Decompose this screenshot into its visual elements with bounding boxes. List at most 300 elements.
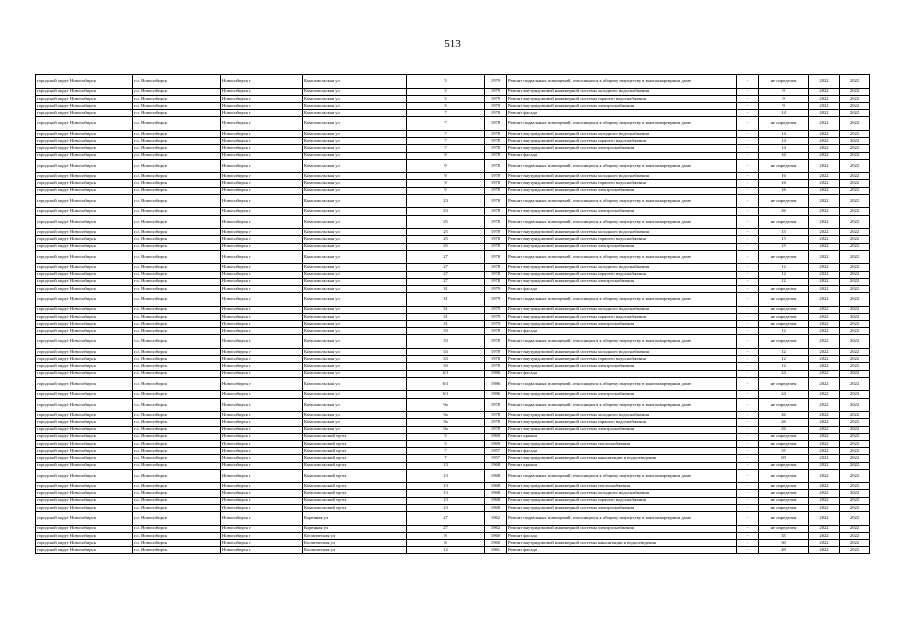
cell-municipality: городской округ Новосибирск xyxy=(36,469,133,483)
cell-year: 1968 xyxy=(485,469,507,483)
cell-start-year: 2022 xyxy=(809,285,840,292)
table-row xyxy=(36,159,870,173)
cell-dash: - xyxy=(737,313,759,320)
cell-street: Комсомольская ул xyxy=(303,412,407,419)
cell-start-year: 2022 xyxy=(809,419,840,426)
table-row xyxy=(36,194,870,208)
table-row xyxy=(36,363,870,370)
cell-street: Комсомольская ул xyxy=(303,110,407,117)
cell-municipality: городской округ Новосибирск xyxy=(36,187,133,194)
cell-start-year: 2022 xyxy=(809,412,840,419)
cell-house: 13 xyxy=(407,483,485,490)
cell-start-year: 2022 xyxy=(809,110,840,117)
cell-deadline: 14 xyxy=(759,130,809,137)
cell-end-year: 2022 xyxy=(840,271,870,278)
cell-year: 1978 xyxy=(485,419,507,426)
cell-work-type: Ремонт внутридомовой инженерной системы электроснабжения xyxy=(507,426,737,433)
cell-dash: - xyxy=(737,75,759,89)
cell-municipality: городской округ Новосибирск xyxy=(36,117,133,131)
table-row xyxy=(36,285,870,292)
table-row xyxy=(36,504,870,511)
cell-work-type: Ремонт фасада xyxy=(507,547,737,554)
cell-municipality: городской округ Новосибирск xyxy=(36,173,133,180)
cell-house: 31 xyxy=(407,321,485,328)
cell-dash: - xyxy=(737,236,759,243)
cell-deadline: не определен xyxy=(759,194,809,208)
table-row xyxy=(36,229,870,236)
cell-municipality: городской округ Новосибирск xyxy=(36,391,133,398)
cell-district: г.о. Новосибирск xyxy=(133,250,221,264)
cell-district: г.о. Новосибирск xyxy=(133,412,221,419)
cell-end-year: 2022 xyxy=(840,419,870,426)
cell-street: Комсомольская ул xyxy=(303,145,407,152)
cell-street: Комсомольская ул xyxy=(303,398,407,412)
cell-work-type: Ремонт фасада xyxy=(507,532,737,539)
cell-start-year: 2022 xyxy=(809,102,840,109)
cell-locality: Новосибирск г xyxy=(221,532,303,539)
cell-end-year: 2022 xyxy=(840,391,870,398)
cell-year: 1979 xyxy=(485,95,507,102)
cell-work-type: Ремонт крыши xyxy=(507,433,737,440)
cell-locality: Новосибирск г xyxy=(221,173,303,180)
cell-end-year: 2022 xyxy=(840,370,870,377)
cell-dash: - xyxy=(737,391,759,398)
cell-municipality: городской округ Новосибирск xyxy=(36,497,133,504)
cell-locality: Новосибирск г xyxy=(221,145,303,152)
cell-work-type: Ремонт крыши xyxy=(507,462,737,469)
cell-locality: Новосибирск г xyxy=(221,525,303,532)
cell-dash: - xyxy=(737,497,759,504)
cell-end-year: 2022 xyxy=(840,483,870,490)
cell-municipality: городской округ Новосибирск xyxy=(36,236,133,243)
cell-street: Комсомольская ул xyxy=(303,130,407,137)
cell-locality: Новосибирск г xyxy=(221,504,303,511)
cell-work-type: Ремонт внутридомовой инженерной системы электроснабжения xyxy=(507,321,737,328)
cell-work-type: Ремонт фасада xyxy=(507,110,737,117)
cell-district: г.о. Новосибирск xyxy=(133,152,221,159)
cell-end-year: 2022 xyxy=(840,321,870,328)
table-row xyxy=(36,440,870,447)
cell-street: Комсомольская ул xyxy=(303,321,407,328)
cell-end-year: 2022 xyxy=(840,75,870,89)
cell-district: г.о. Новосибирск xyxy=(133,547,221,554)
cell-deadline: не определен xyxy=(759,75,809,89)
cell-dash: - xyxy=(737,194,759,208)
cell-year: 1978 xyxy=(485,145,507,152)
cell-municipality: городской округ Новосибирск xyxy=(36,159,133,173)
table-row xyxy=(36,152,870,159)
table-row xyxy=(36,130,870,137)
cell-district: г.о. Новосибирск xyxy=(133,426,221,433)
cell-municipality: городской округ Новосибирск xyxy=(36,504,133,511)
cell-year: 1968 xyxy=(485,504,507,511)
table-row xyxy=(36,215,870,229)
cell-municipality: городской округ Новосибирск xyxy=(36,264,133,271)
cell-street: Комсомольская ул xyxy=(303,208,407,215)
cell-deadline: 16 xyxy=(759,173,809,180)
cell-dash: - xyxy=(737,187,759,194)
cell-year: 1978 xyxy=(485,250,507,264)
cell-work-type: Ремонт внутридомовой инженерной системы горячего водоснабжения xyxy=(507,180,737,187)
cell-dash: - xyxy=(737,483,759,490)
cell-locality: Новосибирск г xyxy=(221,75,303,89)
cell-district: г.о. Новосибирск xyxy=(133,138,221,145)
cell-work-type: Ремонт подвальных помещений, относящихся к общему имуществу в многоквартирном доме xyxy=(507,335,737,349)
cell-work-type: Ремонт внутридомовой инженерной системы теплоснабжения xyxy=(507,440,737,447)
cell-start-year: 2022 xyxy=(809,138,840,145)
cell-year: 1962 xyxy=(485,512,507,526)
cell-dash: - xyxy=(737,335,759,349)
cell-district: г.о. Новосибирск xyxy=(133,180,221,187)
cell-house: 25 xyxy=(407,236,485,243)
cell-end-year: 2022 xyxy=(840,243,870,250)
cell-locality: Новосибирск г xyxy=(221,356,303,363)
cell-deadline: не определен xyxy=(759,490,809,497)
cell-deadline: не определен xyxy=(759,462,809,469)
cell-street: Комсомольская ул xyxy=(303,335,407,349)
cell-dash: - xyxy=(737,448,759,455)
cell-locality: Новосибирск г xyxy=(221,469,303,483)
cell-dash: - xyxy=(737,250,759,264)
cell-work-type: Ремонт внутридомовой инженерной системы горячего водоснабжения xyxy=(507,95,737,102)
cell-work-type: Ремонт фасада xyxy=(507,328,737,335)
cell-deadline: 49 xyxy=(759,547,809,554)
cell-end-year: 2022 xyxy=(840,102,870,109)
cell-house: 31 xyxy=(407,285,485,292)
cell-start-year: 2022 xyxy=(809,173,840,180)
cell-end-year: 2022 xyxy=(840,293,870,307)
cell-street: Комсомольская ул xyxy=(303,229,407,236)
cell-year: 1960 xyxy=(485,540,507,547)
cell-district: г.о. Новосибирск xyxy=(133,497,221,504)
cell-dash: - xyxy=(737,159,759,173)
cell-year: 1986 xyxy=(485,391,507,398)
cell-district: г.о. Новосибирск xyxy=(133,525,221,532)
cell-end-year: 2022 xyxy=(840,173,870,180)
cell-house: 33 xyxy=(407,363,485,370)
cell-year: 1961 xyxy=(485,547,507,554)
cell-house: 27 xyxy=(407,278,485,285)
cell-district: г.о. Новосибирск xyxy=(133,278,221,285)
cell-street: Коренная ул xyxy=(303,525,407,532)
cell-end-year: 2022 xyxy=(840,356,870,363)
cell-locality: Новосибирск г xyxy=(221,426,303,433)
table-row xyxy=(36,448,870,455)
cell-house: 5 xyxy=(407,102,485,109)
cell-house: 6/1 xyxy=(407,391,485,398)
cell-district: г.о. Новосибирск xyxy=(133,229,221,236)
cell-start-year: 2022 xyxy=(809,398,840,412)
cell-deadline: 15 xyxy=(759,236,809,243)
cell-dash: - xyxy=(737,440,759,447)
cell-house: 8 xyxy=(407,540,485,547)
table-row xyxy=(36,102,870,109)
cell-district: г.о. Новосибирск xyxy=(133,469,221,483)
cell-end-year: 2022 xyxy=(840,448,870,455)
cell-work-type: Ремонт внутридомовой инженерной системы холодного водоснабжения xyxy=(507,412,737,419)
cell-street: Комсомольская ул xyxy=(303,236,407,243)
cell-year: 1968 xyxy=(485,490,507,497)
cell-end-year: 2022 xyxy=(840,462,870,469)
cell-deadline: 9 xyxy=(759,102,809,109)
cell-house: 13 xyxy=(407,490,485,497)
cell-work-type: Ремонт внутридомовой инженерной системы горячего водоснабжения xyxy=(507,419,737,426)
table-row xyxy=(36,433,870,440)
cell-municipality: городской округ Новосибирск xyxy=(36,440,133,447)
cell-year: 1978 xyxy=(485,110,507,117)
cell-district: г.о. Новосибирск xyxy=(133,313,221,320)
cell-street: Комсомольская ул xyxy=(303,349,407,356)
cell-street: Комсомольская ул xyxy=(303,95,407,102)
table-row xyxy=(36,110,870,117)
cell-dash: - xyxy=(737,349,759,356)
cell-start-year: 2022 xyxy=(809,152,840,159)
cell-house: 25 xyxy=(407,215,485,229)
cell-municipality: городской округ Новосибирск xyxy=(36,483,133,490)
cell-street: Комсомольский пр-кт xyxy=(303,462,407,469)
cell-start-year: 2022 xyxy=(809,271,840,278)
cell-deadline: не определен xyxy=(759,512,809,526)
cell-year: 1978 xyxy=(485,173,507,180)
cell-house: 9а xyxy=(407,426,485,433)
cell-house: 31 xyxy=(407,313,485,320)
cell-house: 7 xyxy=(407,130,485,137)
cell-street: Комсомольская ул xyxy=(303,271,407,278)
cell-deadline: не определен xyxy=(759,250,809,264)
cell-end-year: 2022 xyxy=(840,110,870,117)
cell-house: 9 xyxy=(407,180,485,187)
cell-deadline: 26 xyxy=(759,412,809,419)
cell-start-year: 2022 xyxy=(809,462,840,469)
table-row xyxy=(36,264,870,271)
cell-house: 7 xyxy=(407,110,485,117)
cell-district: г.о. Новосибирск xyxy=(133,187,221,194)
table-row xyxy=(36,377,870,391)
cell-end-year: 2022 xyxy=(840,159,870,173)
cell-deadline: не определен xyxy=(759,398,809,412)
cell-municipality: городской округ Новосибирск xyxy=(36,110,133,117)
cell-street: Комсомольская ул xyxy=(303,363,407,370)
cell-street: Комсомольская ул xyxy=(303,285,407,292)
cell-dash: - xyxy=(737,95,759,102)
cell-street: Комсомольская ул xyxy=(303,75,407,89)
cell-municipality: городской округ Новосибирск xyxy=(36,490,133,497)
cell-street: Комсомольская ул xyxy=(303,194,407,208)
cell-municipality: городской округ Новосибирск xyxy=(36,540,133,547)
cell-end-year: 2022 xyxy=(840,130,870,137)
cell-work-type: Ремонт фасада xyxy=(507,285,737,292)
cell-dash: - xyxy=(737,469,759,483)
cell-locality: Новосибирск г xyxy=(221,95,303,102)
table-row xyxy=(36,250,870,264)
cell-year: 1978 xyxy=(485,271,507,278)
cell-district: г.о. Новосибирск xyxy=(133,512,221,526)
cell-deadline: 26 xyxy=(759,208,809,215)
cell-dash: - xyxy=(737,412,759,419)
cell-locality: Новосибирск г xyxy=(221,483,303,490)
table-row xyxy=(36,321,870,328)
cell-work-type: Ремонт подвальных помещений, относящихся к общему имуществу в многоквартирном доме xyxy=(507,398,737,412)
cell-district: г.о. Новосибирск xyxy=(133,370,221,377)
cell-street: Комсомольская ул xyxy=(303,138,407,145)
table-row xyxy=(36,278,870,285)
cell-district: г.о. Новосибирск xyxy=(133,419,221,426)
cell-deadline: не определен xyxy=(759,433,809,440)
cell-house: 9а xyxy=(407,412,485,419)
cell-deadline: 16 xyxy=(759,180,809,187)
cell-street: Коренная ул xyxy=(303,512,407,526)
cell-municipality: городской округ Новосибирск xyxy=(36,398,133,412)
cell-house: 25 xyxy=(407,229,485,236)
cell-year: 1979 xyxy=(485,293,507,307)
cell-district: г.о. Новосибирск xyxy=(133,483,221,490)
cell-year: 1978 xyxy=(485,264,507,271)
cell-municipality: городской округ Новосибирск xyxy=(36,215,133,229)
cell-start-year: 2022 xyxy=(809,180,840,187)
table-row xyxy=(36,370,870,377)
repair-schedule-table xyxy=(35,74,870,554)
cell-start-year: 2022 xyxy=(809,497,840,504)
cell-start-year: 2022 xyxy=(809,455,840,462)
cell-district: г.о. Новосибирск xyxy=(133,540,221,547)
cell-year: 1978 xyxy=(485,229,507,236)
cell-deadline: не определен xyxy=(759,159,809,173)
cell-year: 1969 xyxy=(485,440,507,447)
table-row xyxy=(36,497,870,504)
cell-dash: - xyxy=(737,455,759,462)
cell-end-year: 2022 xyxy=(840,313,870,320)
cell-street: Комсомольский пр-кт xyxy=(303,483,407,490)
cell-deadline: 15 xyxy=(759,229,809,236)
table-row xyxy=(36,180,870,187)
cell-deadline: 55 xyxy=(759,448,809,455)
cell-deadline: не определен xyxy=(759,483,809,490)
cell-street: Комсомольская ул xyxy=(303,88,407,95)
cell-house: 13 xyxy=(407,504,485,511)
cell-end-year: 2022 xyxy=(840,440,870,447)
cell-start-year: 2022 xyxy=(809,321,840,328)
cell-deadline: 16 xyxy=(759,152,809,159)
cell-street: Комсомольская ул xyxy=(303,250,407,264)
cell-dash: - xyxy=(737,426,759,433)
cell-house: 7 xyxy=(407,145,485,152)
cell-start-year: 2022 xyxy=(809,363,840,370)
cell-deadline: 12 xyxy=(759,271,809,278)
cell-house: 27 xyxy=(407,512,485,526)
cell-start-year: 2022 xyxy=(809,391,840,398)
cell-street: Комсомольская ул xyxy=(303,306,407,313)
cell-district: г.о. Новосибирск xyxy=(133,159,221,173)
cell-work-type: Ремонт внутридомовой инженерной системы электроснабжения xyxy=(507,278,737,285)
cell-street: Комсомольская ул xyxy=(303,215,407,229)
cell-deadline: 9 xyxy=(759,95,809,102)
cell-house: 7 xyxy=(407,448,485,455)
table-row xyxy=(36,313,870,320)
cell-house: 9 xyxy=(407,173,485,180)
cell-locality: Новосибирск г xyxy=(221,236,303,243)
cell-work-type: Ремонт внутридомовой инженерной системы холодного водоснабжения xyxy=(507,88,737,95)
cell-dash: - xyxy=(737,504,759,511)
cell-house: 27 xyxy=(407,271,485,278)
cell-dash: - xyxy=(737,285,759,292)
cell-work-type: Ремонт внутридомовой инженерной системы электроснабжения xyxy=(507,525,737,532)
cell-locality: Новосибирск г xyxy=(221,547,303,554)
cell-year: 1979 xyxy=(485,321,507,328)
cell-year: 1979 xyxy=(485,88,507,95)
cell-street: Комсомольская ул xyxy=(303,426,407,433)
cell-deadline: 35 xyxy=(759,532,809,539)
cell-district: г.о. Новосибирск xyxy=(133,194,221,208)
cell-street: Комсомольская ул xyxy=(303,264,407,271)
cell-start-year: 2022 xyxy=(809,490,840,497)
cell-deadline: 26 xyxy=(759,419,809,426)
cell-locality: Новосибирск г xyxy=(221,152,303,159)
cell-municipality: городской округ Новосибирск xyxy=(36,356,133,363)
cell-district: г.о. Новосибирск xyxy=(133,504,221,511)
cell-end-year: 2022 xyxy=(840,152,870,159)
cell-locality: Новосибирск г xyxy=(221,250,303,264)
cell-year: 1978 xyxy=(485,152,507,159)
cell-deadline: не определен xyxy=(759,117,809,131)
cell-end-year: 2022 xyxy=(840,525,870,532)
table-row xyxy=(36,187,870,194)
cell-street: Комсомольская ул xyxy=(303,187,407,194)
table-row xyxy=(36,412,870,419)
cell-start-year: 2022 xyxy=(809,448,840,455)
cell-year: 1960 xyxy=(485,532,507,539)
cell-house: 12 xyxy=(407,547,485,554)
cell-locality: Новосибирск г xyxy=(221,293,303,307)
cell-dash: - xyxy=(737,540,759,547)
cell-street: Комсомольская ул xyxy=(303,152,407,159)
cell-deadline: не определен xyxy=(759,215,809,229)
cell-end-year: 2022 xyxy=(840,504,870,511)
cell-district: г.о. Новосибирск xyxy=(133,398,221,412)
cell-dash: - xyxy=(737,398,759,412)
cell-municipality: городской округ Новосибирск xyxy=(36,462,133,469)
cell-house: 8 xyxy=(407,532,485,539)
cell-locality: Новосибирск г xyxy=(221,194,303,208)
cell-street: Комсомольский пр-кт xyxy=(303,497,407,504)
cell-dash: - xyxy=(737,264,759,271)
cell-dash: - xyxy=(737,215,759,229)
cell-deadline: 14 xyxy=(759,138,809,145)
cell-deadline: 24 xyxy=(759,391,809,398)
cell-deadline: 15 xyxy=(759,243,809,250)
cell-house: 9 xyxy=(407,187,485,194)
cell-municipality: городской округ Новосибирск xyxy=(36,377,133,391)
cell-street: Комсомольская ул xyxy=(303,159,407,173)
cell-district: г.о. Новосибирск xyxy=(133,75,221,89)
cell-house: 13 xyxy=(407,497,485,504)
cell-house: 23 xyxy=(407,194,485,208)
cell-locality: Новосибирск г xyxy=(221,117,303,131)
cell-start-year: 2022 xyxy=(809,145,840,152)
cell-municipality: городской округ Новосибирск xyxy=(36,271,133,278)
cell-year: 1968 xyxy=(485,462,507,469)
cell-year: 1978 xyxy=(485,363,507,370)
cell-work-type: Ремонт внутридомовой инженерной системы холодного водоснабжения xyxy=(507,130,737,137)
cell-start-year: 2022 xyxy=(809,88,840,95)
cell-work-type: Ремонт внутридомовой инженерной системы электроснабжения xyxy=(507,208,737,215)
cell-work-type: Ремонт внутридомовой инженерной системы горячего водоснабжения xyxy=(507,236,737,243)
cell-dash: - xyxy=(737,462,759,469)
cell-dash: - xyxy=(737,180,759,187)
cell-district: г.о. Новосибирск xyxy=(133,433,221,440)
cell-street: Комсомольский пр-кт xyxy=(303,440,407,447)
cell-start-year: 2022 xyxy=(809,433,840,440)
cell-street: Комсомольская ул xyxy=(303,173,407,180)
